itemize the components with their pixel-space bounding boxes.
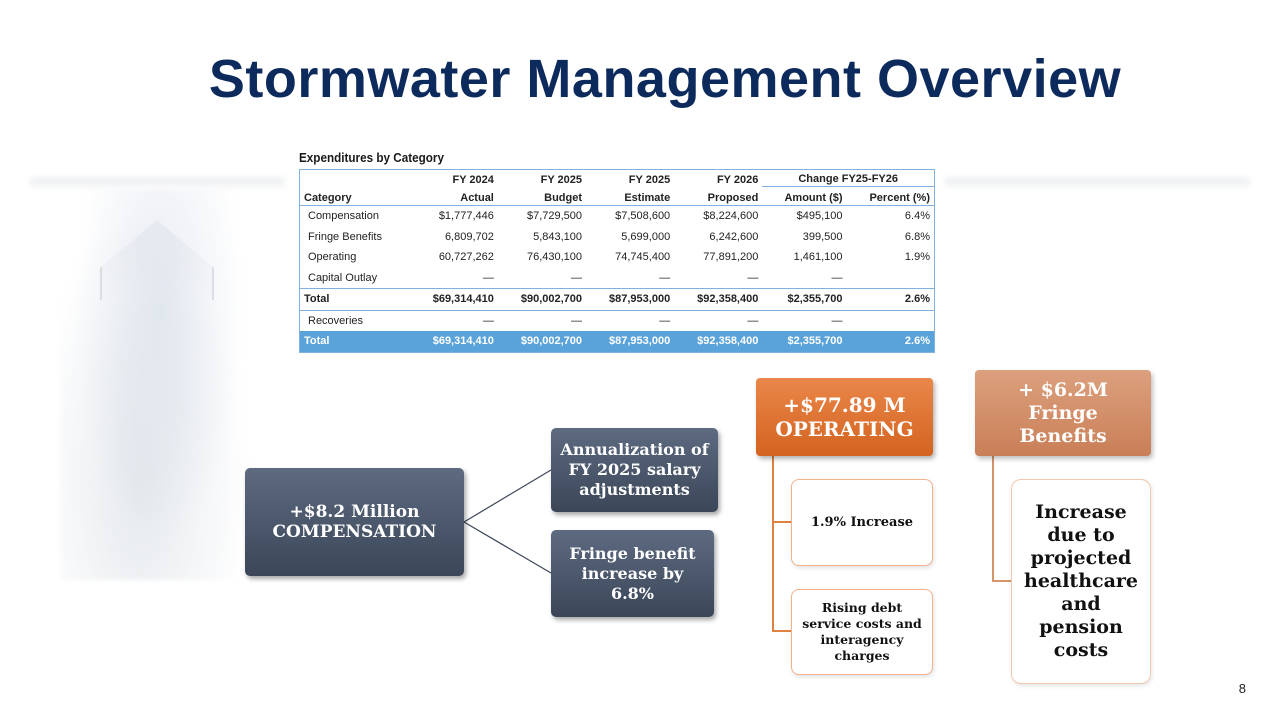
compensation-detail-fringe: Fringe benefit increase by 6.8% xyxy=(551,530,714,617)
operating-connector-vertical xyxy=(772,456,774,632)
fringe-connector-branch xyxy=(992,580,1012,582)
operating-connector-branch-1 xyxy=(772,521,792,523)
operating-detail-debt: Rising debt service costs and interagency charges xyxy=(791,589,933,675)
col-change-group: Change FY25-FY26 xyxy=(762,170,934,187)
slide-title: Stormwater Management Overview xyxy=(208,49,1122,109)
table-grand-total-row: Total $69,314,410 $90,002,700 $87,953,000 $92,358,400 $2,355,700 2.6% xyxy=(300,331,935,352)
compensation-main-box: +$8.2 Million COMPENSATION xyxy=(245,468,464,576)
compensation-detail-salary: Annualization of FY 2025 salary adjustments xyxy=(551,428,718,512)
col-category: Category xyxy=(300,187,410,206)
col-fy2026-top: FY 2026 xyxy=(716,173,759,186)
fringe-detail-box: Increase due to projected healthcare and pension costs xyxy=(1011,479,1151,684)
decorative-shelf-left xyxy=(30,178,285,190)
expenditures-table-section xyxy=(299,150,935,353)
col-fy2025e-bottom: Estimate xyxy=(586,187,674,206)
table-row-recoveries: Recoveries — — — — — xyxy=(308,314,843,327)
fringe-header-box: + $6.2M Fringe Benefits xyxy=(975,370,1151,456)
col-fy2025b-bottom: Budget xyxy=(498,187,586,206)
col-fy2025e-top: FY 2025 xyxy=(628,173,671,186)
col-amount: Amount ($) xyxy=(762,187,846,206)
table-row: Operating 60,727,262 76,430,100 74,745,400 77,891,200 1,461,100 1.9% xyxy=(308,251,930,264)
expenditures-table xyxy=(299,169,935,353)
operating-detail-increase: 1.9% Increase xyxy=(791,479,933,566)
operating-connector-branch-2 xyxy=(772,630,792,632)
table-row: Compensation $1,777,446 $7,729,500 $7,508,600 $8,224,600 $495,100 6.4% xyxy=(308,210,930,223)
fringe-connector-vertical xyxy=(992,456,994,582)
col-fy2026-bottom: Proposed xyxy=(674,187,762,206)
table-row: Fringe Benefits 6,809,702 5,843,100 5,699,000 6,242,600 399,500 6.8% xyxy=(308,230,930,243)
col-fy2024-top: FY 2024 xyxy=(452,173,494,186)
col-fy2024-bottom: Actual xyxy=(410,187,498,206)
operating-header-box: +$77.89 M OPERATING xyxy=(756,378,933,456)
table-row: Capital Outlay — — — — — xyxy=(308,271,843,284)
decorative-shelf-right xyxy=(945,178,1250,190)
col-percent: Percent (%) xyxy=(847,187,935,206)
table-total-row: Total $69,314,410 $90,002,700 $87,953,000 $92,358,400 $2,355,700 2.6% xyxy=(300,289,935,311)
page-number: 8 xyxy=(1238,681,1246,696)
col-fy2025b-top: FY 2025 xyxy=(540,173,583,186)
table-caption: Expenditures by Category xyxy=(299,150,444,165)
